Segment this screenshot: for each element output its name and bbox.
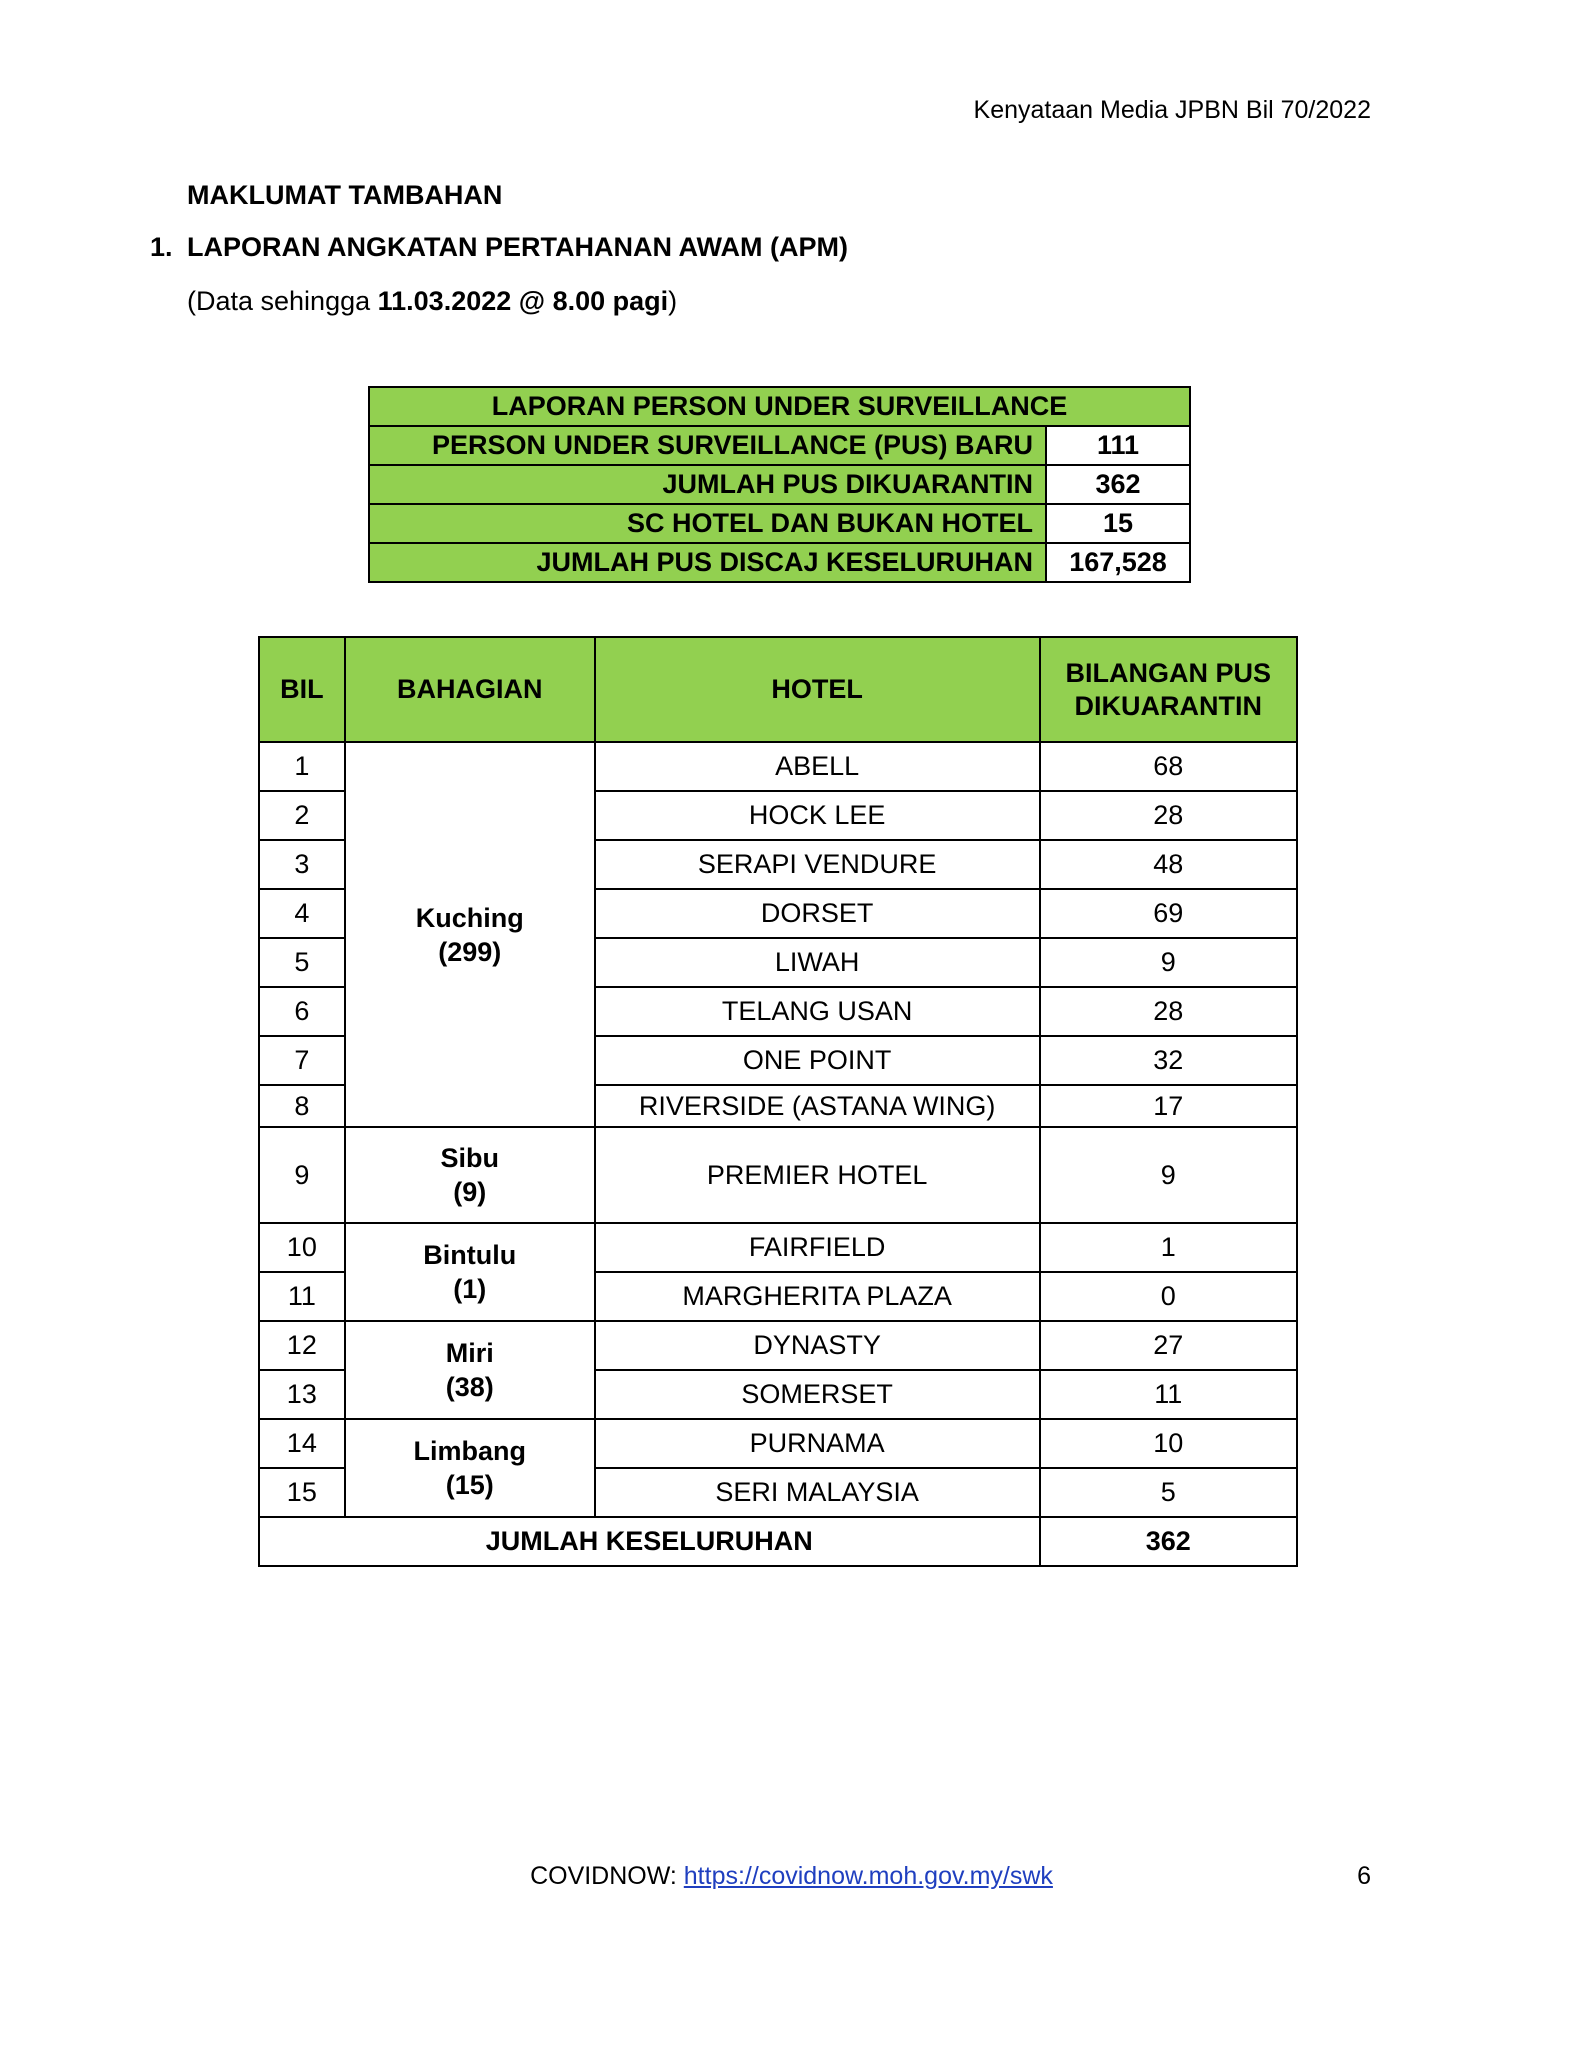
total-value: 362 (1040, 1517, 1297, 1566)
row-count: 9 (1040, 938, 1297, 987)
table-row (259, 1419, 1297, 1468)
row-bil: 10 (259, 1223, 345, 1272)
pus-caption-row (369, 387, 1190, 426)
pus-row-value: 167,528 (1046, 543, 1190, 582)
row-bil: 2 (259, 791, 345, 840)
row-count: 28 (1040, 987, 1297, 1036)
column-header-bahagian: BAHAGIAN (345, 637, 595, 742)
pus-caption: LAPORAN PERSON UNDER SURVEILLANCE (369, 387, 1190, 426)
table-row (259, 1127, 1297, 1223)
row-count: 1 (1040, 1223, 1297, 1272)
page-number: 6 (1357, 1862, 1371, 1890)
pus-row-label: SC HOTEL DAN BUKAN HOTEL (369, 504, 1046, 543)
table-row (259, 1223, 1297, 1272)
column-header-hotel: HOTEL (595, 637, 1040, 742)
covidnow-link[interactable]: https://covidnow.moh.gov.my/swk (683, 1862, 1053, 1890)
row-count: 69 (1040, 889, 1297, 938)
row-count: 11 (1040, 1370, 1297, 1419)
row-bil: 12 (259, 1321, 345, 1370)
pus-row-label: PERSON UNDER SURVEILLANCE (PUS) BARU (369, 426, 1046, 465)
division-cell (345, 1419, 595, 1517)
row-hotel: SOMERSET (595, 1370, 1040, 1419)
row-hotel: DORSET (595, 889, 1040, 938)
division-name: Limbang (413, 1436, 526, 1466)
division-total: (38) (445, 1372, 494, 1402)
row-bil: 13 (259, 1370, 345, 1419)
column-header-bil: BIL (259, 637, 345, 742)
row-bil: 1 (259, 742, 345, 791)
row-hotel: MARGHERITA PLAZA (595, 1272, 1040, 1321)
division-name: Bintulu (423, 1240, 517, 1270)
pus-row (369, 426, 1190, 465)
hotel-quarantine-table (258, 636, 1298, 1567)
total-label: JUMLAH KESELURUHAN (259, 1517, 1040, 1566)
section-heading (150, 232, 848, 263)
row-hotel: SERAPI VENDURE (595, 840, 1040, 889)
division-total: (9) (453, 1177, 487, 1207)
total-row (259, 1517, 1297, 1566)
row-bil: 7 (259, 1036, 345, 1085)
row-count: 48 (1040, 840, 1297, 889)
row-count: 5 (1040, 1468, 1297, 1517)
row-hotel: PURNAMA (595, 1419, 1040, 1468)
row-bil: 11 (259, 1272, 345, 1321)
row-bil: 15 (259, 1468, 345, 1517)
row-hotel: RIVERSIDE (ASTANA WING) (595, 1085, 1040, 1127)
section-number: 1. (150, 232, 173, 262)
row-count: 27 (1040, 1321, 1297, 1370)
division-name: Miri (445, 1338, 494, 1368)
row-bil: 5 (259, 938, 345, 987)
division-total: (15) (445, 1470, 494, 1500)
date-value: 11.03.2022 @ 8.00 pagi (377, 286, 669, 316)
section-title: MAKLUMAT TAMBAHAN (187, 180, 503, 210)
row-count: 32 (1040, 1036, 1297, 1085)
pus-row-label: JUMLAH PUS DISCAJ KESELURUHAN (369, 543, 1046, 582)
document-reference: Kenyataan Media JPBN Bil 70/2022 (973, 96, 1371, 124)
row-bil: 14 (259, 1419, 345, 1468)
pus-row (369, 504, 1190, 543)
division-total: (1) (453, 1274, 487, 1304)
date-suffix: ) (668, 286, 678, 316)
date-prefix: (Data sehingga (187, 286, 378, 316)
division-cell (345, 1321, 595, 1419)
row-count: 68 (1040, 742, 1297, 791)
pus-row (369, 465, 1190, 504)
division-name: Kuching (415, 902, 524, 933)
division-cell (345, 742, 595, 1127)
table-header-row (259, 637, 1297, 742)
pus-row (369, 543, 1190, 582)
row-hotel: ONE POINT (595, 1036, 1040, 1085)
division-name: Sibu (440, 1143, 499, 1173)
row-hotel: LIWAH (595, 938, 1040, 987)
table-row (259, 742, 1297, 791)
row-hotel: SERI MALAYSIA (595, 1468, 1040, 1517)
pus-row-value: 111 (1046, 426, 1190, 465)
pus-row-value: 362 (1046, 465, 1190, 504)
table-row (259, 1321, 1297, 1370)
row-count: 28 (1040, 791, 1297, 840)
pus-summary-table (368, 386, 1191, 583)
division-cell (345, 1223, 595, 1321)
row-count: 10 (1040, 1419, 1297, 1468)
row-hotel: DYNASTY (595, 1321, 1040, 1370)
row-hotel: FAIRFIELD (595, 1223, 1040, 1272)
column-header-count: BILANGAN PUS DIKUARANTIN (1040, 637, 1297, 742)
data-date-line (187, 286, 677, 317)
division-total: (299) (438, 936, 502, 967)
row-hotel: ABELL (595, 742, 1040, 791)
footer (0, 1862, 1583, 1891)
row-count: 17 (1040, 1085, 1297, 1127)
row-bil: 8 (259, 1085, 345, 1127)
pus-row-value: 15 (1046, 504, 1190, 543)
row-hotel: TELANG USAN (595, 987, 1040, 1036)
row-hotel: HOCK LEE (595, 791, 1040, 840)
division-cell (345, 1127, 595, 1223)
row-bil: 3 (259, 840, 345, 889)
row-bil: 6 (259, 987, 345, 1036)
section-heading-text: LAPORAN ANGKATAN PERTAHANAN AWAM (APM) (187, 232, 848, 262)
row-count: 0 (1040, 1272, 1297, 1321)
footer-prefix: COVIDNOW: (530, 1862, 684, 1890)
row-count: 9 (1040, 1127, 1297, 1223)
row-hotel: PREMIER HOTEL (595, 1127, 1040, 1223)
row-bil: 9 (259, 1127, 345, 1223)
pus-row-label: JUMLAH PUS DIKUARANTIN (369, 465, 1046, 504)
row-bil: 4 (259, 889, 345, 938)
